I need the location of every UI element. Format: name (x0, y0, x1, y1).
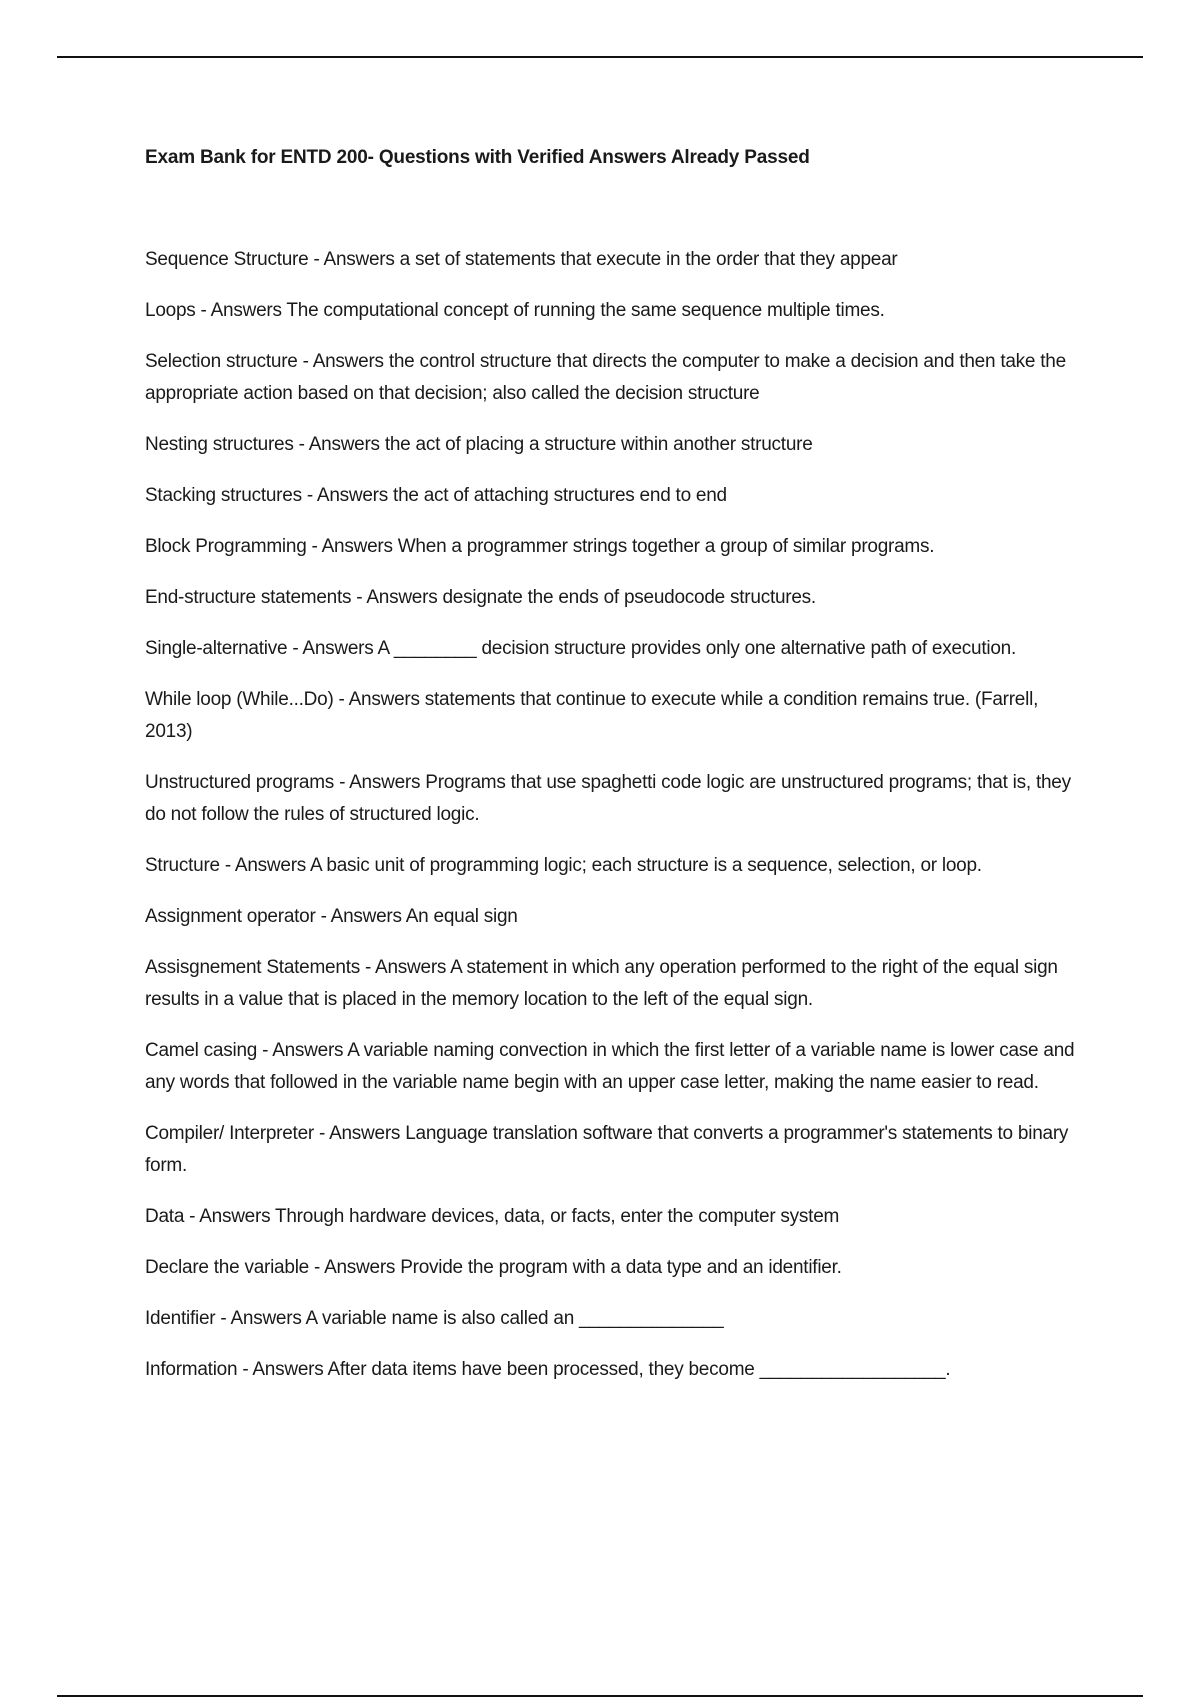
qa-entry: Block Programming - Answers When a programmer strings together a group of similar programs. (145, 536, 935, 557)
qa-entry: Assignment operator - Answers An equal sign (145, 906, 518, 927)
qa-entry: Nesting structures - Answers the act of placing a structure within another structure (145, 434, 813, 455)
qa-entry: Information - Answers After data items have been processed, they become __________________. (145, 1359, 951, 1380)
qa-entry: Compiler/ Interpreter - Answers Language translation software that converts a programmer's statements to binary form. (145, 1123, 1069, 1176)
qa-entry: Loops - Answers The computational concept of running the same sequence multiple times. (145, 300, 885, 321)
bottom-rule (57, 1695, 1143, 1697)
qa-entry: Data - Answers Through hardware devices, data, or facts, enter the computer system (145, 1206, 840, 1227)
qa-entry: Unstructured programs - Answers Programs that use spaghetti code logic are unstructured programs; that is, they do not follow the rules of structured logic. (145, 772, 1071, 825)
qa-entry: Camel casing - Answers A variable naming convection in which the first letter of a variable name is lower case and any words that followed in the variable name begin with an upper case letter, making the name easier to read. (145, 1040, 1075, 1093)
qa-entry: Declare the variable - Answers Provide the program with a data type and an identifier. (145, 1257, 842, 1278)
document-title: Exam Bank for ENTD 200- Questions with Verified Answers Already Passed (145, 147, 810, 168)
qa-entry: End-structure statements - Answers designate the ends of pseudocode structures. (145, 587, 816, 608)
qa-list (145, 244, 1090, 1386)
qa-entry: Selection structure - Answers the control structure that directs the computer to make a decision and then take the appropriate action based on that decision; also called the decision structure (145, 351, 1066, 404)
qa-entry: While loop (While...Do) - Answers statements that continue to execute while a condition remains true. (Farrell, 2013) (145, 689, 1039, 742)
qa-entry: Stacking structures - Answers the act of attaching structures end to end (145, 485, 727, 506)
qa-entry: Assisgnement Statements - Answers A statement in which any operation performed to the right of the equal sign results in a value that is placed in the memory location to the left of the equal sign. (145, 957, 1058, 1010)
qa-entry: Single-alternative - Answers A ________ decision structure provides only one alternative path of execution. (145, 638, 1017, 659)
top-rule (57, 56, 1143, 58)
qa-entry: Sequence Structure - Answers a set of statements that execute in the order that they appear (145, 249, 898, 270)
document-body (145, 144, 1090, 1405)
qa-entry: Structure - Answers A basic unit of programming logic; each structure is a sequence, selection, or loop. (145, 855, 982, 876)
qa-entry: Identifier - Answers A variable name is also called an ______________ (145, 1308, 724, 1329)
